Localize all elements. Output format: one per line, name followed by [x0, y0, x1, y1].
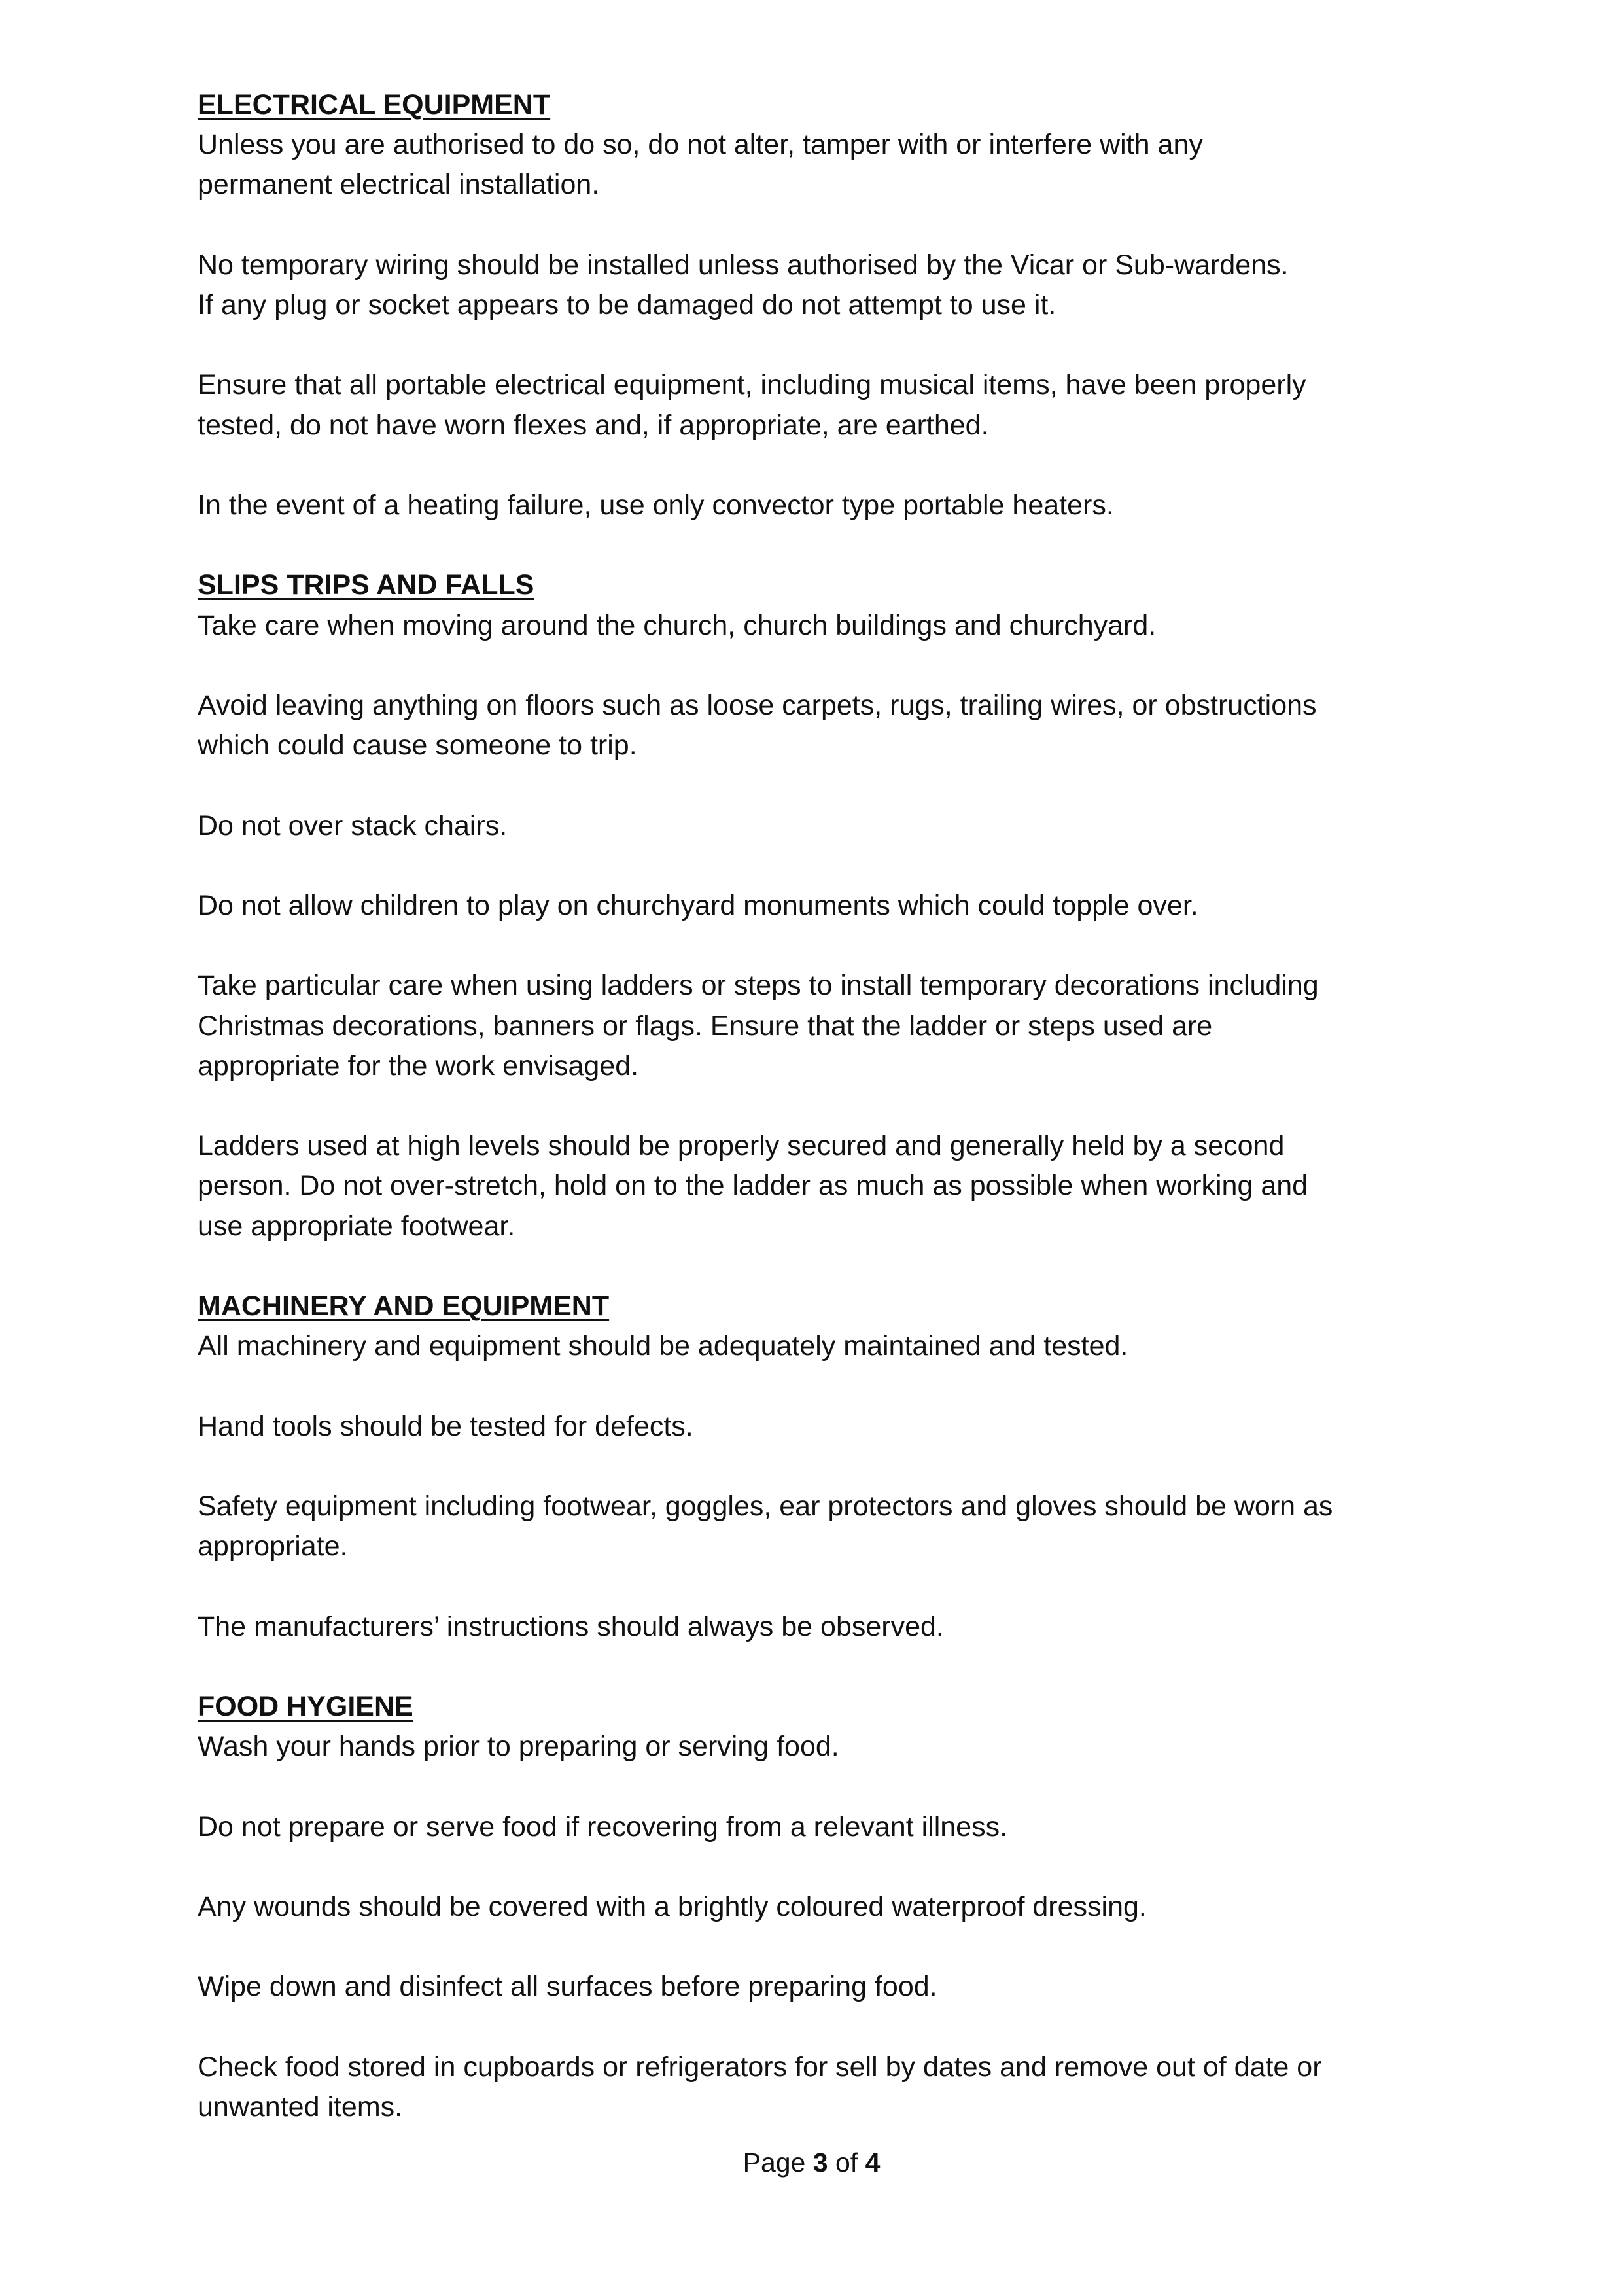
section-heading: MACHINERY AND EQUIPMENT: [198, 1290, 610, 1322]
section-electrical-equipment: [198, 85, 1480, 525]
paragraph: Do not prepare or serve food if recovering from a relevant illness.: [198, 1810, 1008, 1843]
section-machinery-equipment: [198, 1286, 1480, 1647]
paragraph: Do not allow children to play on churchyard monuments which could topple over.: [198, 889, 1198, 921]
page-number-footer: [0, 2144, 1623, 2181]
paragraph: Avoid leaving anything on floors such as loose carpets, rugs, trailing wires, or obstructions which could cause someone to trip.: [198, 689, 1317, 762]
paragraph: Wash your hands prior to preparing or serving food.: [198, 1731, 839, 1763]
paragraph: Ensure that all portable electrical equipment, including musical items, have been properly tested, do not have worn flexes and, if appropriate, are earthed.: [198, 369, 1306, 441]
section-slips-trips-falls: [198, 565, 1480, 1246]
paragraph: Safety equipment including footwear, goggles, ear protectors and gloves should be worn as appropriate.: [198, 1490, 1333, 1563]
paragraph: Hand tools should be tested for defects.: [198, 1410, 693, 1442]
section-heading: SLIPS TRIPS AND FALLS: [198, 569, 534, 601]
paragraph: Check food stored in cupboards or refrigerators for sell by dates and remove out of date or unwanted items.: [198, 2051, 1322, 2123]
paragraph: In the event of a heating failure, use only convector type portable heaters.: [198, 489, 1114, 521]
paragraph: Unless you are authorised to do so, do not alter, tamper with or interfere with any permanent electrical installation.: [198, 129, 1203, 201]
paragraph: All machinery and equipment should be adequately maintained and tested.: [198, 1330, 1128, 1362]
paragraph: Take care when moving around the church, church buildings and churchyard.: [198, 609, 1157, 641]
paragraph: Any wounds should be covered with a brightly coloured waterproof dressing.: [198, 1890, 1147, 1922]
paragraph: No temporary wiring should be installed unless authorised by the Vicar or Sub-wardens. If any plug or socket appears to be damaged do not attempt to use it.: [198, 249, 1289, 321]
current-page-number: 3: [812, 2147, 828, 2178]
total-page-count: 4: [865, 2147, 881, 2178]
section-food-hygiene: [198, 1687, 1480, 2127]
paragraph: Ladders used at high levels should be properly secured and generally held by a second person. Do not over-stretch, hold on to the ladder as much as possible when working and use appropriate footwear.: [198, 1130, 1308, 1242]
document-body: [198, 85, 1480, 2167]
section-heading: ELECTRICAL EQUIPMENT: [198, 89, 551, 120]
paragraph: The manufacturers’ instructions should always be observed.: [198, 1610, 944, 1642]
section-heading: FOOD HYGIENE: [198, 1690, 413, 1722]
page-of-label: of: [835, 2147, 858, 2178]
paragraph: Wipe down and disinfect all surfaces before preparing food.: [198, 1971, 937, 2003]
paragraph: Do not over stack chairs.: [198, 809, 508, 841]
page-label: Page: [742, 2147, 806, 2178]
paragraph: Take particular care when using ladders or steps to install temporary decorations including Christmas decorations, banners or flags. Ensure that the ladder or steps used are appropriate for the work envisaged.: [198, 970, 1319, 1082]
